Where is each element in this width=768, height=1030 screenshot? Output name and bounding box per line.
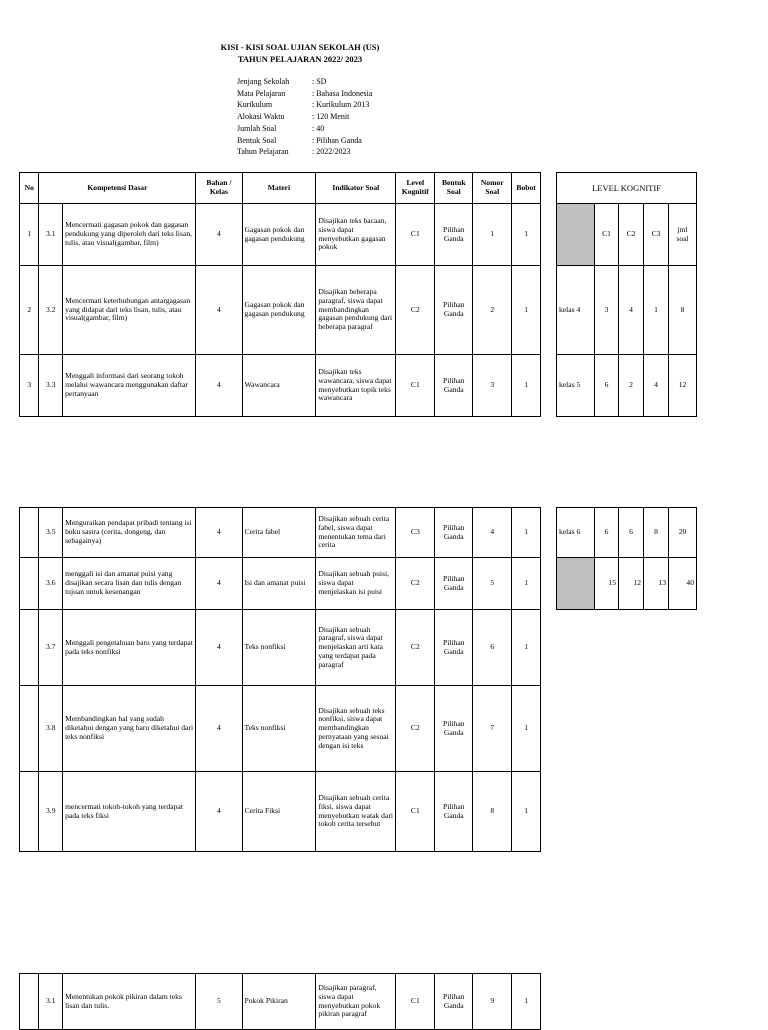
- cell-materi: Gagasan pokok dan gagasan pendukung: [242, 266, 316, 355]
- document-title-line2: TAHUN PELAJARAN 2022/ 2023: [237, 54, 363, 64]
- cell-kd: Mencermati keterhubungan antargagasan yang didapat dari teks lisan, tulis, atau visual(gambar, film): [63, 266, 196, 355]
- level-kognitif-table-cont: [556, 507, 697, 610]
- cell-kd-no: 3.3: [39, 355, 63, 417]
- cell-kd-no: 3.1: [39, 204, 63, 266]
- value-jml: 8: [669, 266, 697, 355]
- meta-key: Jumlah Soal: [237, 123, 277, 133]
- cell-bobot: 1: [512, 558, 541, 610]
- cell-bentuk: Pilihan Ganda: [435, 508, 473, 558]
- cell-no: [20, 508, 39, 558]
- level-kognitif-cols-row: [557, 204, 697, 266]
- cell-no: [20, 686, 39, 772]
- cell-materi: Pokok Pikiran: [242, 974, 316, 1030]
- cell-kd-no: 3.8: [39, 686, 63, 772]
- level-kognitif-row: [557, 355, 697, 417]
- cell-indikator: Disajikan sebuah puisi, siswa dapat menjelaskan isi puisi: [316, 558, 396, 610]
- meta-key: Mata Pelajaran: [237, 88, 286, 98]
- cell-kd: menggali isi dan amanat puisi yang disajikan secara lisan dan tulis dengan tujuan untuk kesenangan: [63, 558, 196, 610]
- cell-kd: Menggali pengetahuan baru yang terdapat pada teks nonfiksi: [63, 610, 196, 686]
- cell-no: [20, 610, 39, 686]
- cell-indikator: Disajikan sebuah teks nonfiksi, siswa dapat membandingkan pernyataan yang sesuai dengan isi teks: [316, 686, 396, 772]
- header-bahan-kelas: Bahan / Kelas: [196, 173, 242, 204]
- value-c1: 3: [595, 266, 619, 355]
- cell-kelas: 4: [196, 772, 242, 852]
- cell-nomor: 8: [473, 772, 512, 852]
- shaded-cell: [557, 558, 595, 610]
- cell-kd-no: 3.7: [39, 610, 63, 686]
- cell-bentuk: Pilihan Ganda: [435, 204, 473, 266]
- meta-value: : 2022/2023: [312, 147, 351, 157]
- cell-bobot: 1: [512, 355, 541, 417]
- cell-no: 1: [20, 204, 39, 266]
- cell-kd: Mencermati gagasan pokok dan gagasan pendukung yang diperoleh dari teks lisan, tulis, atau visual(gambar, film): [63, 204, 196, 266]
- meta-key: Bentuk Soal: [237, 135, 277, 145]
- cell-bobot: 1: [512, 204, 541, 266]
- meta-row: [237, 111, 372, 123]
- value-c1: 6: [595, 355, 619, 417]
- cell-indikator: Disajikan paragraf, siswa dapat menyebutkan pokok pikiran paragraf: [316, 974, 396, 1030]
- table-row: [20, 686, 541, 772]
- value-jml: 12: [669, 355, 697, 417]
- value-c1: 6: [595, 508, 619, 558]
- cell-bentuk: Pilihan Ganda: [435, 772, 473, 852]
- cell-nomor: 1: [473, 204, 512, 266]
- value-c2: 4: [619, 266, 644, 355]
- cell-kd: Menguraikan pendapat pribadi tentang isi buku sastra (cerita, dongeng, dan sebagainya): [63, 508, 196, 558]
- cell-bobot: 1: [512, 974, 541, 1030]
- cell-no: 3: [20, 355, 39, 417]
- cell-level: C1: [396, 204, 435, 266]
- cell-no: [20, 974, 39, 1030]
- cell-bobot: 1: [512, 266, 541, 355]
- cell-level: C1: [396, 355, 435, 417]
- meta-row: [237, 146, 372, 158]
- cell-bobot: 1: [512, 508, 541, 558]
- meta-value: : Pilihan Ganda: [312, 135, 362, 145]
- document-title-line1: KISI - KISI SOAL UJIAN SEKOLAH (US): [220, 42, 380, 52]
- cell-kd-no: 3.5: [39, 508, 63, 558]
- col-c3: C3: [644, 204, 669, 266]
- cell-materi: Cerita Fiksi: [242, 772, 316, 852]
- cell-indikator: Disajikan teks wawancara, siswa dapat menyebutkan topik teks wawancara: [316, 355, 396, 417]
- cell-kelas: 4: [196, 204, 242, 266]
- cell-nomor: 5: [473, 558, 512, 610]
- cell-nomor: 7: [473, 686, 512, 772]
- table-header-row: [20, 173, 541, 204]
- meta-key: Jenjang Sekolah: [237, 77, 290, 86]
- row-label: kelas 6: [557, 508, 595, 558]
- table-row: [20, 558, 541, 610]
- level-kognitif-header-row: [557, 173, 697, 204]
- header-materi: Materi: [242, 173, 316, 204]
- header-indikator: Indikator Soal: [316, 173, 396, 204]
- meta-row: [237, 76, 372, 88]
- cell-kelas: 4: [196, 686, 242, 772]
- cell-level: C1: [396, 772, 435, 852]
- value-c2: 6: [619, 508, 644, 558]
- cell-materi: Isi dan amanat puisi: [242, 558, 316, 610]
- table-row: [20, 974, 541, 1030]
- cell-indikator: Disajikan teks bacaan, siswa dapat menyebutkan gagasan pokok: [316, 204, 396, 266]
- cell-kd: mencermati tokoh-tokoh yang terdapat pada teks fiksi: [63, 772, 196, 852]
- cell-level: C2: [396, 686, 435, 772]
- cell-materi: Gagasan pokok dan gagasan pendukung: [242, 204, 316, 266]
- cell-no: [20, 772, 39, 852]
- cell-nomor: 3: [473, 355, 512, 417]
- cell-kd: Menentukan pokok pikiran dalam teks lisan dan tulis.: [63, 974, 196, 1030]
- total-c2: 12: [619, 558, 644, 610]
- table-row: [20, 266, 541, 355]
- header-bobot: Bobot: [512, 173, 541, 204]
- shaded-cell: [557, 204, 595, 266]
- cell-materi: Wawancara: [242, 355, 316, 417]
- cell-kd: Membandingkan hal yang sudah diketahui dengan yang baru diketahui dari teks nonfiksi: [63, 686, 196, 772]
- meta-value: : Bahasa Indonesia: [312, 88, 373, 98]
- cell-bentuk: Pilihan Ganda: [435, 974, 473, 1030]
- meta-value: : 40: [312, 123, 325, 133]
- col-jml-soal: jml soal: [669, 204, 697, 266]
- kisi-table-page1: [19, 172, 541, 417]
- cell-nomor: 9: [473, 974, 512, 1030]
- cell-materi: Cerita fabel: [242, 508, 316, 558]
- cell-indikator: Disajikan sebuah cerita fabel, siswa dapat menentukan tema dari cerita: [316, 508, 396, 558]
- header-kompetensi-dasar: Kompetensi Dasar: [39, 173, 196, 204]
- cell-bobot: 1: [512, 772, 541, 852]
- level-kognitif-row: [557, 266, 697, 355]
- row-label: kelas 4: [557, 266, 595, 355]
- meta-row: [237, 99, 372, 111]
- cell-bentuk: Pilihan Ganda: [435, 266, 473, 355]
- value-jml: 20: [669, 508, 697, 558]
- value-c3: 1: [644, 266, 669, 355]
- cell-indikator: Disajikan sebuah paragraf, siswa dapat menjelaskan arti kata yang terdapat pada paragraf: [316, 610, 396, 686]
- cell-materi: Teks nonfiksi: [242, 610, 316, 686]
- cell-kelas: 4: [196, 610, 242, 686]
- header-level-kognitif: Level Kognitif: [396, 173, 435, 204]
- col-c2: C2: [619, 204, 644, 266]
- cell-kd: Menggali informasi dari seorang tokoh melalui wawancara menggunakan daftar pertanyaan: [63, 355, 196, 417]
- cell-level: C2: [396, 610, 435, 686]
- cell-kd-no: 3.2: [39, 266, 63, 355]
- value-c3: 4: [644, 355, 669, 417]
- cell-kelas: 4: [196, 266, 242, 355]
- table-row: [20, 204, 541, 266]
- meta-row: [237, 135, 372, 147]
- meta-value: : Kurikulum 2013: [312, 100, 370, 110]
- total-jml: 40: [669, 558, 697, 610]
- header-no: No: [20, 173, 39, 204]
- cell-bentuk: Pilihan Ganda: [435, 558, 473, 610]
- cell-kelas: 4: [196, 508, 242, 558]
- meta-key: Kurikulum: [237, 100, 273, 110]
- total-c1: 15: [595, 558, 619, 610]
- meta-value: : 120 Menit: [312, 112, 350, 122]
- cell-no: [20, 558, 39, 610]
- level-kognitif-total-row: [557, 558, 697, 610]
- header-nomor-soal: Nomor Soal: [473, 173, 512, 204]
- cell-bentuk: Pilihan Ganda: [435, 610, 473, 686]
- cell-level: C2: [396, 266, 435, 355]
- cell-kd-no: 3.6: [39, 558, 63, 610]
- table-row: [20, 508, 541, 558]
- value-c3: 8: [644, 508, 669, 558]
- cell-nomor: 2: [473, 266, 512, 355]
- document-metadata: [237, 76, 372, 158]
- level-kognitif-title: LEVEL KOGNITIF: [557, 173, 697, 204]
- meta-row: [237, 123, 372, 135]
- cell-materi: Teks nonfiksi: [242, 686, 316, 772]
- table-row: [20, 355, 541, 417]
- cell-kelas: 5: [196, 974, 242, 1030]
- cell-level: C3: [396, 508, 435, 558]
- meta-value: : SD: [312, 77, 327, 86]
- cell-indikator: Disajikan beberapa paragraf, siswa dapat membandingkan gagasan pendukung dari beberapa paragraf: [316, 266, 396, 355]
- cell-nomor: 4: [473, 508, 512, 558]
- kisi-table-page2: [19, 507, 541, 852]
- cell-bobot: 1: [512, 686, 541, 772]
- cell-kd-no: 3.1: [39, 974, 63, 1030]
- cell-kd-no: 3.9: [39, 772, 63, 852]
- table-row: [20, 772, 541, 852]
- total-c3: 13: [644, 558, 669, 610]
- row-label: kelas 5: [557, 355, 595, 417]
- table-row: [20, 610, 541, 686]
- cell-kelas: 4: [196, 558, 242, 610]
- cell-indikator: Disajikan sebuah cerita fiksi, siswa dapat menyebutkan watak dari tokoh cerita tersebut: [316, 772, 396, 852]
- meta-key: Alokasi Waktu: [237, 112, 285, 122]
- value-c2: 2: [619, 355, 644, 417]
- header-bentuk-soal: Bentuk Soal: [435, 173, 473, 204]
- level-kognitif-table: [556, 172, 697, 417]
- col-c1: C1: [595, 204, 619, 266]
- cell-nomor: 6: [473, 610, 512, 686]
- cell-level: C2: [396, 558, 435, 610]
- kisi-table-page3: [19, 973, 541, 1030]
- cell-bentuk: Pilihan Ganda: [435, 686, 473, 772]
- meta-key: Tahun Pelajaran: [237, 147, 289, 157]
- cell-kelas: 4: [196, 355, 242, 417]
- cell-level: C1: [396, 974, 435, 1030]
- level-kognitif-row: [557, 508, 697, 558]
- cell-no: 2: [20, 266, 39, 355]
- meta-row: [237, 88, 372, 100]
- cell-bobot: 1: [512, 610, 541, 686]
- cell-bentuk: Pilihan Ganda: [435, 355, 473, 417]
